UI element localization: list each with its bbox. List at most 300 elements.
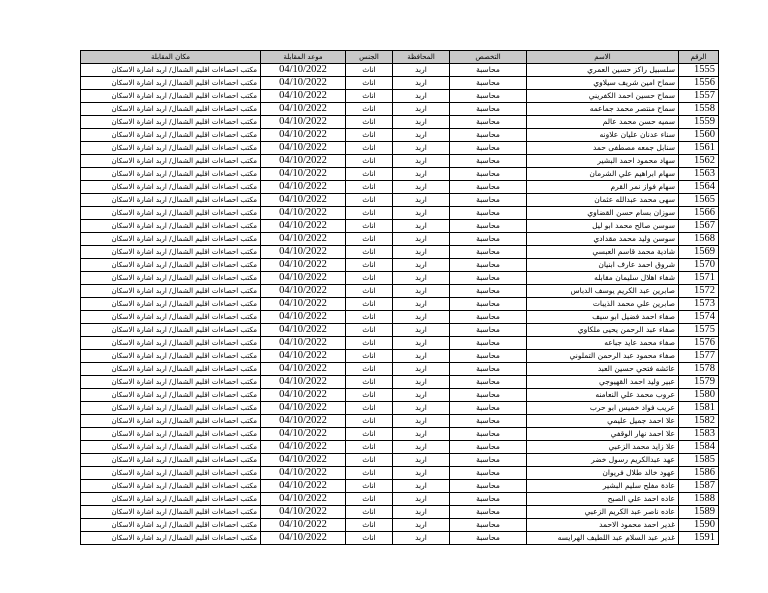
header-specialty: التخصص xyxy=(450,51,527,64)
row-number: 1567 xyxy=(679,220,719,233)
table-row xyxy=(81,220,719,233)
row-name: عاده احمد علي الصبح xyxy=(527,493,679,506)
row-gender: اناث xyxy=(346,298,393,311)
row-number: 1589 xyxy=(679,506,719,519)
row-location: مكتب احصاءات اقليم الشمال/ اربد اشارة الاسكان xyxy=(81,363,261,376)
row-specialty: محاسبة xyxy=(450,142,527,155)
row-specialty: محاسبة xyxy=(450,259,527,272)
row-date: 04/10/2022 xyxy=(261,441,346,454)
row-date: 04/10/2022 xyxy=(261,389,346,402)
row-gender: اناث xyxy=(346,376,393,389)
row-name: سوزان بسام حسن القضاوي xyxy=(527,207,679,220)
row-specialty: محاسبة xyxy=(450,168,527,181)
row-gender: اناث xyxy=(346,129,393,142)
row-gender: اناث xyxy=(346,350,393,363)
row-governorate: اربد xyxy=(393,77,450,90)
row-number: 1588 xyxy=(679,493,719,506)
row-location: مكتب احصاءات اقليم الشمال/ اربد اشارة الاسكان xyxy=(81,272,261,285)
row-gender: اناث xyxy=(346,324,393,337)
row-number: 1573 xyxy=(679,298,719,311)
row-date: 04/10/2022 xyxy=(261,155,346,168)
row-specialty: محاسبة xyxy=(450,376,527,389)
row-specialty: محاسبة xyxy=(450,532,527,545)
table-row xyxy=(81,246,719,259)
row-specialty: محاسبة xyxy=(450,77,527,90)
row-gender: اناث xyxy=(346,428,393,441)
row-gender: اناث xyxy=(346,467,393,480)
row-governorate: اربد xyxy=(393,415,450,428)
table-row xyxy=(81,350,719,363)
row-specialty: محاسبة xyxy=(450,246,527,259)
row-location: مكتب احصاءات اقليم الشمال/ اربد اشارة الاسكان xyxy=(81,506,261,519)
table-row xyxy=(81,129,719,142)
row-governorate: اربد xyxy=(393,506,450,519)
row-name: سماح امين شريف سيلاوي xyxy=(527,77,679,90)
table-row xyxy=(81,207,719,220)
row-name: صفاء محمود عبد الرحمن التملوني xyxy=(527,350,679,363)
row-governorate: اربد xyxy=(393,454,450,467)
row-number: 1570 xyxy=(679,259,719,272)
row-specialty: محاسبة xyxy=(450,415,527,428)
table-row xyxy=(81,155,719,168)
row-gender: اناث xyxy=(346,480,393,493)
row-name: سهاد محمود احمد البشير xyxy=(527,155,679,168)
row-name: غدير احمد محمود الاحمد xyxy=(527,519,679,532)
row-number: 1565 xyxy=(679,194,719,207)
row-specialty: محاسبة xyxy=(450,103,527,116)
row-specialty: محاسبة xyxy=(450,285,527,298)
row-number: 1561 xyxy=(679,142,719,155)
row-date: 04/10/2022 xyxy=(261,142,346,155)
row-name: شادية محمد قاسم العبسي xyxy=(527,246,679,259)
row-governorate: اربد xyxy=(393,194,450,207)
row-number: 1569 xyxy=(679,246,719,259)
table-row xyxy=(81,272,719,285)
row-number: 1564 xyxy=(679,181,719,194)
row-number: 1574 xyxy=(679,311,719,324)
row-gender: اناث xyxy=(346,259,393,272)
row-location: مكتب احصاءات اقليم الشمال/ اربد اشارة الاسكان xyxy=(81,467,261,480)
table-row xyxy=(81,363,719,376)
row-location: مكتب احصاءات اقليم الشمال/ اربد اشارة الاسكان xyxy=(81,168,261,181)
row-name: سنابل جمعه مصطفى حمد xyxy=(527,142,679,155)
interview-schedule-sheet xyxy=(80,50,718,545)
table-row xyxy=(81,311,719,324)
row-governorate: اربد xyxy=(393,116,450,129)
row-governorate: اربد xyxy=(393,285,450,298)
header-name: الاسم xyxy=(527,51,679,64)
table-row xyxy=(81,519,719,532)
row-gender: اناث xyxy=(346,519,393,532)
row-specialty: محاسبة xyxy=(450,337,527,350)
table-row xyxy=(81,285,719,298)
row-governorate: اربد xyxy=(393,168,450,181)
table-row xyxy=(81,493,719,506)
row-location: مكتب احصاءات اقليم الشمال/ اربد اشارة الاسكان xyxy=(81,142,261,155)
row-location: مكتب احصاءات اقليم الشمال/ اربد اشارة الاسكان xyxy=(81,311,261,324)
row-number: 1581 xyxy=(679,402,719,415)
row-location: مكتب احصاءات اقليم الشمال/ اربد اشارة الاسكان xyxy=(81,77,261,90)
row-specialty: محاسبة xyxy=(450,298,527,311)
row-date: 04/10/2022 xyxy=(261,350,346,363)
row-date: 04/10/2022 xyxy=(261,285,346,298)
row-governorate: اربد xyxy=(393,298,450,311)
row-governorate: اربد xyxy=(393,155,450,168)
row-gender: اناث xyxy=(346,168,393,181)
row-name: عادة مفلح سليم البشير xyxy=(527,480,679,493)
table-row xyxy=(81,415,719,428)
row-gender: اناث xyxy=(346,337,393,350)
row-governorate: اربد xyxy=(393,103,450,116)
row-location: مكتب احصاءات اقليم الشمال/ اربد اشارة الاسكان xyxy=(81,519,261,532)
row-governorate: اربد xyxy=(393,259,450,272)
table-row xyxy=(81,389,719,402)
row-location: مكتب احصاءات اقليم الشمال/ اربد اشارة الاسكان xyxy=(81,285,261,298)
row-location: مكتب احصاءات اقليم الشمال/ اربد اشارة الاسكان xyxy=(81,194,261,207)
row-date: 04/10/2022 xyxy=(261,77,346,90)
row-gender: اناث xyxy=(346,415,393,428)
row-location: مكتب احصاءات اقليم الشمال/ اربد اشارة الاسكان xyxy=(81,428,261,441)
row-location: مكتب احصاءات اقليم الشمال/ اربد اشارة الاسكان xyxy=(81,389,261,402)
row-specialty: محاسبة xyxy=(450,506,527,519)
row-number: 1563 xyxy=(679,168,719,181)
row-location: مكتب احصاءات اقليم الشمال/ اربد اشارة الاسكان xyxy=(81,129,261,142)
row-specialty: محاسبة xyxy=(450,454,527,467)
row-governorate: اربد xyxy=(393,90,450,103)
row-name: غدير عبد السلام عبد اللطيف الهرايسه xyxy=(527,532,679,545)
row-location: مكتب احصاءات اقليم الشمال/ اربد اشارة الاسكان xyxy=(81,337,261,350)
row-specialty: محاسبة xyxy=(450,428,527,441)
row-name: سماح منتصر محمد جماعمه xyxy=(527,103,679,116)
row-location: مكتب احصاءات اقليم الشمال/ اربد اشارة الاسكان xyxy=(81,415,261,428)
row-location: مكتب احصاءات اقليم الشمال/ اربد اشارة الاسكان xyxy=(81,207,261,220)
row-date: 04/10/2022 xyxy=(261,519,346,532)
row-name: صابرين عبد الكريم يوسف الدباس xyxy=(527,285,679,298)
row-specialty: محاسبة xyxy=(450,90,527,103)
row-date: 04/10/2022 xyxy=(261,259,346,272)
row-location: مكتب احصاءات اقليم الشمال/ اربد اشارة الاسكان xyxy=(81,116,261,129)
row-name: صفاء احمد فضيل ابو سيف xyxy=(527,311,679,324)
row-gender: اناث xyxy=(346,155,393,168)
row-name: صابرين علي محمد الذيبات xyxy=(527,298,679,311)
table-body xyxy=(81,64,719,545)
table-row xyxy=(81,324,719,337)
row-governorate: اربد xyxy=(393,129,450,142)
row-number: 1591 xyxy=(679,532,719,545)
row-date: 04/10/2022 xyxy=(261,103,346,116)
table-row xyxy=(81,142,719,155)
table-row xyxy=(81,168,719,181)
header-gender: الجنس xyxy=(346,51,393,64)
row-governorate: اربد xyxy=(393,324,450,337)
table-header xyxy=(81,51,719,64)
row-name: عبير وليد احمد القهيوجي xyxy=(527,376,679,389)
row-gender: اناث xyxy=(346,220,393,233)
row-specialty: محاسبة xyxy=(450,519,527,532)
row-number: 1566 xyxy=(679,207,719,220)
row-date: 04/10/2022 xyxy=(261,298,346,311)
row-governorate: اربد xyxy=(393,272,450,285)
row-governorate: اربد xyxy=(393,389,450,402)
row-specialty: محاسبة xyxy=(450,194,527,207)
row-number: 1577 xyxy=(679,350,719,363)
table-row xyxy=(81,428,719,441)
row-number: 1578 xyxy=(679,363,719,376)
row-location: مكتب احصاءات اقليم الشمال/ اربد اشارة الاسكان xyxy=(81,103,261,116)
row-number: 1576 xyxy=(679,337,719,350)
row-number: 1584 xyxy=(679,441,719,454)
row-number: 1582 xyxy=(679,415,719,428)
table-row xyxy=(81,64,719,77)
row-gender: اناث xyxy=(346,402,393,415)
table-row xyxy=(81,480,719,493)
row-date: 04/10/2022 xyxy=(261,532,346,545)
row-specialty: محاسبة xyxy=(450,220,527,233)
row-number: 1579 xyxy=(679,376,719,389)
header-row xyxy=(81,51,719,64)
table-row xyxy=(81,402,719,415)
row-governorate: اربد xyxy=(393,493,450,506)
row-number: 1556 xyxy=(679,77,719,90)
row-gender: اناث xyxy=(346,493,393,506)
header-num: الرقم xyxy=(679,51,719,64)
row-date: 04/10/2022 xyxy=(261,337,346,350)
row-location: مكتب احصاءات اقليم الشمال/ اربد اشارة الاسكان xyxy=(81,454,261,467)
row-gender: اناث xyxy=(346,389,393,402)
row-name: سهى محمد عبدالله عثمان xyxy=(527,194,679,207)
row-gender: اناث xyxy=(346,142,393,155)
row-gender: اناث xyxy=(346,194,393,207)
row-gender: اناث xyxy=(346,103,393,116)
row-gender: اناث xyxy=(346,285,393,298)
row-number: 1558 xyxy=(679,103,719,116)
table-row xyxy=(81,376,719,389)
row-location: مكتب احصاءات اقليم الشمال/ اربد اشارة الاسكان xyxy=(81,220,261,233)
table-row xyxy=(81,233,719,246)
row-gender: اناث xyxy=(346,532,393,545)
row-specialty: محاسبة xyxy=(450,493,527,506)
row-governorate: اربد xyxy=(393,337,450,350)
table-row xyxy=(81,467,719,480)
row-governorate: اربد xyxy=(393,519,450,532)
row-name: علا احمد نهار الوقفي xyxy=(527,428,679,441)
row-governorate: اربد xyxy=(393,376,450,389)
interview-table xyxy=(80,50,719,545)
row-date: 04/10/2022 xyxy=(261,454,346,467)
row-specialty: محاسبة xyxy=(450,324,527,337)
row-number: 1583 xyxy=(679,428,719,441)
row-date: 04/10/2022 xyxy=(261,480,346,493)
table-row xyxy=(81,194,719,207)
row-specialty: محاسبة xyxy=(450,441,527,454)
row-location: مكتب احصاءات اقليم الشمال/ اربد اشارة الاسكان xyxy=(81,233,261,246)
row-specialty: محاسبة xyxy=(450,155,527,168)
row-governorate: اربد xyxy=(393,181,450,194)
row-specialty: محاسبة xyxy=(450,207,527,220)
row-specialty: محاسبة xyxy=(450,272,527,285)
row-location: مكتب احصاءات اقليم الشمال/ اربد اشارة الاسكان xyxy=(81,480,261,493)
row-date: 04/10/2022 xyxy=(261,181,346,194)
row-specialty: محاسبة xyxy=(450,363,527,376)
row-gender: اناث xyxy=(346,64,393,77)
table-row xyxy=(81,90,719,103)
row-gender: اناث xyxy=(346,454,393,467)
row-name: شروق احمد عارف ابنيان xyxy=(527,259,679,272)
table-row xyxy=(81,259,719,272)
row-date: 04/10/2022 xyxy=(261,116,346,129)
row-name: سهام ابراهيم علي الشرمان xyxy=(527,168,679,181)
table-row xyxy=(81,103,719,116)
row-date: 04/10/2022 xyxy=(261,129,346,142)
row-governorate: اربد xyxy=(393,350,450,363)
row-gender: اناث xyxy=(346,233,393,246)
row-location: مكتب احصاءات اقليم الشمال/ اربد اشارة الاسكان xyxy=(81,246,261,259)
row-number: 1571 xyxy=(679,272,719,285)
row-gender: اناث xyxy=(346,90,393,103)
row-name: عهود خالد طلال فريوان xyxy=(527,467,679,480)
row-date: 04/10/2022 xyxy=(261,467,346,480)
row-name: سوسن صالح محمد ابو ليل xyxy=(527,220,679,233)
row-specialty: محاسبة xyxy=(450,129,527,142)
row-number: 1559 xyxy=(679,116,719,129)
row-date: 04/10/2022 xyxy=(261,220,346,233)
row-date: 04/10/2022 xyxy=(261,506,346,519)
row-name: عروب محمد علي النعامنه xyxy=(527,389,679,402)
row-specialty: محاسبة xyxy=(450,350,527,363)
row-governorate: اربد xyxy=(393,246,450,259)
row-name: سناء عدنان عليان علاونه xyxy=(527,129,679,142)
row-governorate: اربد xyxy=(393,220,450,233)
row-governorate: اربد xyxy=(393,402,450,415)
row-date: 04/10/2022 xyxy=(261,272,346,285)
row-specialty: محاسبة xyxy=(450,233,527,246)
row-date: 04/10/2022 xyxy=(261,194,346,207)
row-gender: اناث xyxy=(346,272,393,285)
row-specialty: محاسبة xyxy=(450,402,527,415)
row-governorate: اربد xyxy=(393,441,450,454)
header-date: موعد المقابلة xyxy=(261,51,346,64)
row-date: 04/10/2022 xyxy=(261,363,346,376)
row-specialty: محاسبة xyxy=(450,64,527,77)
row-name: علا احمد جميل عليمي xyxy=(527,415,679,428)
row-gender: اناث xyxy=(346,116,393,129)
row-specialty: محاسبة xyxy=(450,181,527,194)
row-location: مكتب احصاءات اقليم الشمال/ اربد اشارة الاسكان xyxy=(81,298,261,311)
row-date: 04/10/2022 xyxy=(261,246,346,259)
header-location: مكان المقابلة xyxy=(81,51,261,64)
row-name: سلسبيل راكز حسين العمري xyxy=(527,64,679,77)
row-governorate: اربد xyxy=(393,64,450,77)
row-date: 04/10/2022 xyxy=(261,376,346,389)
table-row xyxy=(81,532,719,545)
row-name: عاده ناصر عبد الكريم الزعبي xyxy=(527,506,679,519)
row-date: 04/10/2022 xyxy=(261,415,346,428)
row-date: 04/10/2022 xyxy=(261,428,346,441)
row-location: مكتب احصاءات اقليم الشمال/ اربد اشارة الاسكان xyxy=(81,155,261,168)
table-row xyxy=(81,441,719,454)
row-date: 04/10/2022 xyxy=(261,311,346,324)
table-row xyxy=(81,116,719,129)
row-gender: اناث xyxy=(346,207,393,220)
row-date: 04/10/2022 xyxy=(261,402,346,415)
row-name: صفاء عبد الرحمن يحيى ملكاوي xyxy=(527,324,679,337)
row-location: مكتب احصاءات اقليم الشمال/ اربد اشارة الاسكان xyxy=(81,441,261,454)
row-number: 1568 xyxy=(679,233,719,246)
row-location: مكتب احصاءات اقليم الشمال/ اربد اشارة الاسكان xyxy=(81,259,261,272)
row-gender: اناث xyxy=(346,311,393,324)
header-governorate: المحافظة xyxy=(393,51,450,64)
row-specialty: محاسبة xyxy=(450,116,527,129)
row-location: مكتب احصاءات اقليم الشمال/ اربد اشارة الاسكان xyxy=(81,350,261,363)
row-number: 1585 xyxy=(679,454,719,467)
row-location: مكتب احصاءات اقليم الشمال/ اربد اشارة الاسكان xyxy=(81,90,261,103)
row-date: 04/10/2022 xyxy=(261,493,346,506)
row-number: 1587 xyxy=(679,480,719,493)
row-name: سميه حسن محمد عالم xyxy=(527,116,679,129)
row-specialty: محاسبة xyxy=(450,480,527,493)
row-date: 04/10/2022 xyxy=(261,324,346,337)
table-row xyxy=(81,337,719,350)
row-specialty: محاسبة xyxy=(450,389,527,402)
row-number: 1575 xyxy=(679,324,719,337)
row-governorate: اربد xyxy=(393,142,450,155)
row-name: سهام فواز نمر القرم xyxy=(527,181,679,194)
row-governorate: اربد xyxy=(393,207,450,220)
row-date: 04/10/2022 xyxy=(261,168,346,181)
row-number: 1572 xyxy=(679,285,719,298)
row-location: مكتب احصاءات اقليم الشمال/ اربد اشارة الاسكان xyxy=(81,402,261,415)
table-row xyxy=(81,506,719,519)
row-location: مكتب احصاءات اقليم الشمال/ اربد اشارة الاسكان xyxy=(81,493,261,506)
row-gender: اناث xyxy=(346,506,393,519)
row-name: سماح حسين احمد الكفريني xyxy=(527,90,679,103)
row-date: 04/10/2022 xyxy=(261,64,346,77)
row-specialty: محاسبة xyxy=(450,311,527,324)
row-gender: اناث xyxy=(346,181,393,194)
row-name: عائشه فتحي حسين العبد xyxy=(527,363,679,376)
row-name: عريب فواد خميس ابو حرب xyxy=(527,402,679,415)
row-location: مكتب احصاءات اقليم الشمال/ اربد اشارة الاسكان xyxy=(81,532,261,545)
row-governorate: اربد xyxy=(393,233,450,246)
row-name: عهد عبدالكريم رسول خضر xyxy=(527,454,679,467)
row-location: مكتب احصاءات اقليم الشمال/ اربد اشارة الاسكان xyxy=(81,181,261,194)
row-governorate: اربد xyxy=(393,311,450,324)
row-specialty: محاسبة xyxy=(450,467,527,480)
row-governorate: اربد xyxy=(393,532,450,545)
row-location: مكتب احصاءات اقليم الشمال/ اربد اشارة الاسكان xyxy=(81,64,261,77)
row-number: 1580 xyxy=(679,389,719,402)
row-governorate: اربد xyxy=(393,428,450,441)
row-number: 1557 xyxy=(679,90,719,103)
table-row xyxy=(81,298,719,311)
row-location: مكتب احصاءات اقليم الشمال/ اربد اشارة الاسكان xyxy=(81,376,261,389)
row-gender: اناث xyxy=(346,363,393,376)
row-date: 04/10/2022 xyxy=(261,207,346,220)
row-location: مكتب احصاءات اقليم الشمال/ اربد اشارة الاسكان xyxy=(81,324,261,337)
row-gender: اناث xyxy=(346,441,393,454)
row-number: 1555 xyxy=(679,64,719,77)
row-name: صفاء محمد عايد جباعه xyxy=(527,337,679,350)
row-governorate: اربد xyxy=(393,363,450,376)
row-number: 1560 xyxy=(679,129,719,142)
table-row xyxy=(81,77,719,90)
row-number: 1590 xyxy=(679,519,719,532)
table-row xyxy=(81,181,719,194)
table-row xyxy=(81,454,719,467)
row-gender: اناث xyxy=(346,77,393,90)
row-number: 1562 xyxy=(679,155,719,168)
row-governorate: اربد xyxy=(393,467,450,480)
